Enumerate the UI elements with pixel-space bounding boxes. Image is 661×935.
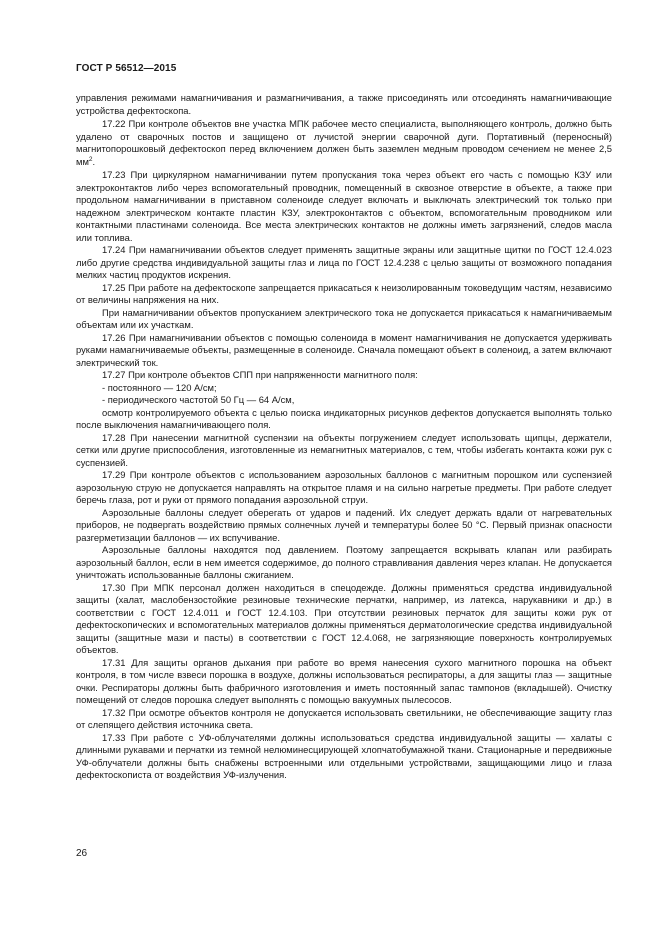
list-item-periodic-field: - периодического частотой 50 Гц — 64 А/см, (102, 394, 295, 405)
paragraph-17-32: 17.32 При осмотре объектов контроля не допускается использовать светильники, не обеспечивающие защиту глаз от слепящего действия источника света. (76, 706, 612, 730)
paragraph-continuation: управления режимами намагничивания и размагничивания, а также присоединять или отсоединять намагничивающие устройства дефектоскопа. (76, 92, 612, 116)
paragraph-17-27-conclusion: осмотр контролируемого объекта с целью поиска индикаторных рисунков дефектов допускается выполнять только после выключения намагничивающего поля. (76, 406, 612, 430)
document-body (76, 92, 612, 782)
paragraph-17-30: 17.30 При МПК персонал должен находиться в спецодежде. Должны применяться средства индивидуальной защиты (халат, маслобензостойкие резиновые технические перчатки, например, из латекса, нарукавники и др.) в соответствии с ГОСТ 12.4.011 и ГОСТ 12.4.103. При отсутствии резиновых перчаток для защиты кожи рук от дефектоскопических и вспомогательных материалов должны применяться дерматологические средства индивидуальной защиты (защитные мази и пасты) в соответствии с ГОСТ 12.4.068, не загрязняющие поверхность контролируемых объектов. (76, 581, 612, 655)
paragraph-17-23: 17.23 При циркулярном намагничивании путем пропускания тока через объект его часть с помощью КЗУ или электроконтактов либо через вспомогательный проводник, помещенный в сквозное отверстие в объекте, а также при продольном намагничивании в приставном соленоиде следует включать и выключать электрический ток только при надежном электрическом контакте пластин КЗУ, электроконтактов с объектом, вспомогательным проводником или контактными пластинами соленоида. Все места электрических контактов не должны иметь загрязнений, следов масла или топлива. (76, 169, 612, 243)
paragraph-17-27: 17.27 При контроле объектов СПП при напряженности магнитного поля: (102, 369, 418, 380)
paragraph-17-33: 17.33 При работе с УФ-облучателями должны использоваться средства индивидуальной защиты — халаты с длинными рукавами и перчатки из темной нелюминесцирующей хлопчатобумажной ткани. Стационарные и передвижные УФ-облучатели должны быть снабжены встроенными или отдельными устройствами, защищающими лицо и глаза дефектоскописта от воздействия УФ-излучения. (76, 731, 612, 780)
paragraph-17-29: 17.29 При контроле объектов с использованием аэрозольных баллонов с магнитным порошком или суспензией аэрозольную струю не допускается направлять на открытое пламя и на сильно нагретые предметы. При работе следует беречь глаза, рот и руки от прямого попадания аэрозольной струи. (76, 469, 612, 505)
paragraph-17-25-note: При намагничивании объектов пропусканием электрического тока не допускается прикасаться к намагничиваемым объектам или их участкам. (76, 306, 612, 330)
paragraph-17-22 (76, 118, 612, 168)
document-code-header: ГОСТ Р 56512—2015 (76, 63, 177, 74)
paragraph-aerosol-storage: Аэрозольные баллоны следует оберегать от ударов и падений. Их следует держать вдали от нагревательных приборов, не подвергать воздействию прямых солнечных лучей и температуры более 50 °С. Первый признак опасности разгерметизации баллонов — их вспучивание. (76, 506, 612, 543)
paragraph-17-22-text: 17.22 При контроле объектов вне участка МПК рабочее место специалиста, выполняющего контроль, должно быть удалено от сварочных постов и защищено от лучистой энергии сварочной дуги. Портативный (переносный) магнитопорошковый дефектоскоп перед включением должен быть заземлен медным проводом сечением не менее 2,5 мм (76, 118, 612, 167)
list-item-constant-field: - постоянного — 120 А/см; (102, 381, 217, 393)
paragraph-17-25: 17.25 При работе на дефектоскопе запрещается прикасаться к неизолированным токоведущим частям, независимо от величины напряжения на них. (76, 281, 612, 305)
paragraph-17-28: 17.28 При нанесении магнитной суспензии на объекты погружением следует использовать щипцы, держатели, сетки или другие приспособления, изготовленные из немагнитных материалов, с тем, чтобы избегать контакта кожи рук с суспензией. (76, 431, 612, 468)
paragraph-17-26: 17.26 При намагничивании объектов с помощью соленоида в момент намагничивания не допускается удерживать руками намагничиваемые объекты, размещенные в соленоиде. Сначала помещают объект в соленоид, а затем включают электрический ток. (76, 331, 612, 368)
page-number: 26 (76, 848, 88, 859)
paragraph-17-31: 17.31 Для защиты органов дыхания при работе во время нанесения сухого магнитного порошка на объект контроля, в том числе взвеси порошка в воздухе, должны использоваться респираторы, а для защиты глаз — защитные очки. Респираторы должны быть фабричного изготовления и иметь постоянный запас тампонов (вкладышей). Очистку помещений от следов порошка следует выполнять с помощью вакуумных пылесосов. (76, 656, 612, 705)
paragraph-aerosol-pressure: Аэрозольные баллоны находятся под давлением. Поэтому запрещается вскрывать клапан или разбирать аэрозольный баллон, если в нем имеется содержимое, до полного стравливания давления через клапан. Не допускается уничтожать использованные баллоны сжиганием. (76, 544, 612, 580)
paragraph-17-22-tail: . (92, 155, 96, 167)
paragraph-17-24: 17.24 При намагничивании объектов следует применять защитные экраны или защитные щитки по ГОСТ 12.4.023 либо другие средства индивидуальной защиты глаз и лица по ГОСТ 12.4.238 с целью защиты от возможного попадания мелких частиц продуктов искрения. (76, 244, 612, 280)
superscript-2: 2 (88, 155, 93, 163)
